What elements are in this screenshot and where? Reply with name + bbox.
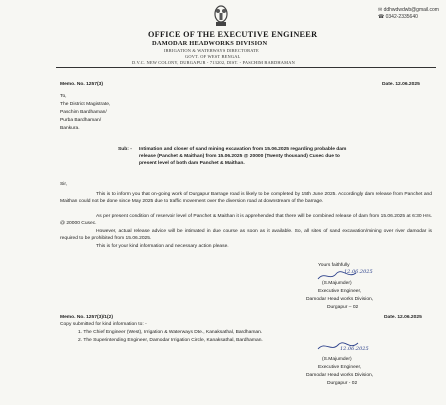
- memo-number: Memo. No. 1257(3): [60, 82, 103, 87]
- signatory-title: Executive Engineer,: [318, 365, 362, 370]
- closing-text: Yours faithfully: [318, 263, 350, 268]
- signatory-title: Executive Engineer,: [318, 289, 362, 294]
- body-paragraph: As per present condition of reservoir level of Panchet & Maithan it is apprehended that there will be combined release of dam from 15.06.2025 at 6:30 Hrs. @ 20000 Cusec.: [60, 214, 432, 226]
- signatory-name: (S.Majumder): [322, 357, 352, 362]
- state-emblem-icon: [210, 2, 232, 28]
- signature-date: 12.06.2025: [340, 346, 369, 352]
- body-paragraph: This is for your kind information and necessary action please.: [96, 244, 229, 249]
- addressee-line: Purba Bardhaman/: [60, 118, 102, 123]
- office-title: OFFICE OF THE EXECUTIVE ENGINEER: [148, 30, 318, 39]
- subject-line: present level of both dam Panchet & Maithan.: [139, 161, 245, 166]
- body-paragraph: This is to inform you that on-going work of Durgapur Barrage road is likely to be completed by 15th June 2025. Accordingly dam release from Panchet and Maithan could not be done since May 2025 due to traffic movement over the diversion road at downstream of the barrage.: [60, 192, 432, 204]
- signature-date: 12.06.2025: [344, 269, 373, 275]
- memo-date: Date. 12.06.2025: [384, 315, 422, 320]
- memo-date: Date. 12.06.2025: [382, 82, 420, 87]
- email-text: ✉ ddhwdwdwb@gmail.com: [378, 7, 439, 13]
- office-address: D.V.C. NEW COLONY, DURGAPUR - 713202, DIST. - PASCHIM BARDHAMAN: [132, 60, 295, 65]
- subject-line: release (Panchet & Maithan) from 15.06.2025 @ 20000 (Twenty thousand) Cusec due to: [139, 154, 340, 159]
- body-paragraph: However, actual release advice will be intimated in due course as soon as it available. So, all sites of sand excavation/mining over river damodar is required to be prohibited from 15.06.2025.: [60, 229, 432, 241]
- subject-line: Intimation and closer of sand mining excavation from 15.06.2025 regarding probable dam: [139, 147, 347, 152]
- govt-text: GOVT. OF WEST BENGAL: [185, 54, 241, 59]
- division-title: DAMODAR HEADWORKS DIVISION: [152, 40, 268, 47]
- phone-text: ☎ 0342-2335640: [378, 14, 418, 20]
- signatory-place: Durgapur – 02: [327, 305, 359, 310]
- addressee-line: The District Magistrate,: [60, 102, 111, 107]
- header-rule: [56, 67, 436, 68]
- copy-recipient: 1. The Chief Engineer (West), Irrigation & Waterways Dte., Kanaksathal, Bardhaman.: [78, 330, 263, 335]
- memo-number: Memo. No. 1257(3)/1(2): [60, 315, 113, 320]
- addressee-line: Paschim Bardhaman/: [60, 110, 107, 115]
- addressee-line: Bankura.: [60, 126, 80, 131]
- subject-label: Sub: -: [118, 147, 132, 152]
- copy-intro: Copy submitted for kind information to: -: [60, 322, 147, 327]
- signatory-place: Durgapur - 02: [327, 381, 358, 386]
- signatory-office: Damodar Head works Division,: [306, 297, 374, 302]
- salutation: Sir,: [60, 182, 68, 187]
- directorate-text: IRRIGATION & WATERWAYS DIRECTORATE: [164, 48, 259, 53]
- addressee-line: To,: [60, 94, 67, 99]
- signatory-name: (S.Majumder): [322, 281, 352, 286]
- copy-recipient: 2. The Superintending Engineer, Damodar Irrigation Circle, Kanaksathal, Bardhaman.: [78, 338, 263, 343]
- signatory-office: Damodar Head works Division,: [306, 373, 374, 378]
